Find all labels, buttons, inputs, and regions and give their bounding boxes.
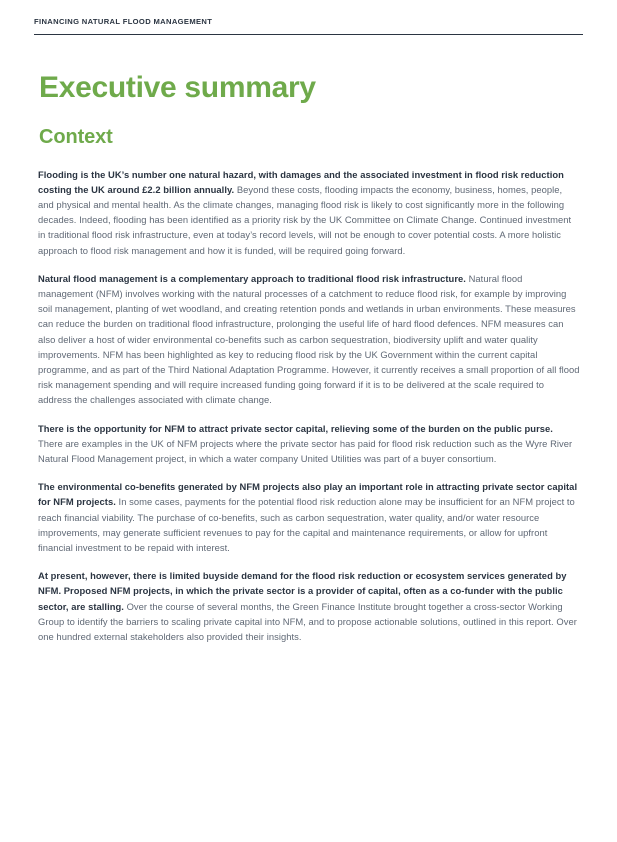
- section-heading-context: Context: [39, 125, 113, 148]
- running-header-title: FINANCING NATURAL FLOOD MANAGEMENT: [34, 17, 213, 26]
- paragraph-lead: Flooding is the UK’s number one natural hazard, with damages and the associated investment in flood risk reduction costing the UK around £2.2 billion annually.: [38, 168, 564, 195]
- paragraph-body: Beyond these costs, flooding impacts the economy, business, homes, people, and physical and mental health. As the climate changes, managing flood risk is likely to cost significantly more in the following decades. Indeed, flooding has been identified as a priority risk by the UK Committee on Climate Change. Continued investment in traditional flood risk infrastructure, even at today’s record levels, will not be enough to cover potential costs. A more holistic approach to flood risk management and how it is funded, will be required going forward.: [38, 183, 572, 256]
- paragraph-body: Over the course of several months, the Green Finance Institute brought together a cross-sector Working Group to identify the barriers to scaling private capital into NFM, and to propose actionable solutions, outlined in this report. Over one hundred external stakeholders also provided their insights.: [38, 600, 577, 642]
- page-title: Executive summary: [39, 71, 316, 104]
- paragraph-body: There are examples in the UK of NFM projects where the private sector has paid for flood risk reduction such as the Wyre River Natural Flood Management project, in which a water company United Utilities was part of a buyer consortium.: [38, 437, 573, 464]
- document-content: [38, 72, 580, 644]
- paragraph: [38, 479, 580, 555]
- paragraph: [38, 421, 580, 467]
- paragraph-lead: The environmental co-benefits generated by NFM projects also play an important role in attracting private sector capital for NFM projects.: [38, 481, 578, 508]
- paragraph: [38, 167, 580, 258]
- paragraph-body: In some cases, payments for the potential flood risk reduction alone may be insufficient for an NFM project to reach financial viability. The purchase of co-benefits, such as carbon sequestration, water quality, and/or water resource improvements, may generate sufficient revenues to pay for the capital and maintenance requirements, or allow for upfront financial investment to be repaid with interest.: [38, 496, 575, 553]
- paragraph: [38, 271, 580, 408]
- paragraph-body: Natural flood management (NFM) involves working with the natural processes of a catchment to reduce flood risk, for example by improving soil management, planting of wet woodland, and creating retention ponds and wetlands in urban environments. These measures can reduce the burden on traditional flood infrastructure, prolonging the useful life of hard flood defences. NFM measures can also deliver a host of wider environmental co-benefits such as carbon sequestration, biodiversity uplift and water quality improvements. NFM has been highlighted as key to reducing flood risk by the UK Government within the current capital programme, and as part of the Third National Adaptation Programme. However, it currently receives a small proportion of all flood risk management spending and will require increased funding going forward if it is to be delivered at the scale required to address the challenges associated with climate change.: [38, 272, 580, 406]
- paragraph-lead: Natural flood management is a complementary approach to traditional flood risk infrastructure.: [38, 272, 466, 284]
- header-divider-rule: [34, 34, 583, 35]
- paragraph: [38, 568, 580, 644]
- running-header: [34, 18, 583, 26]
- paragraph-lead: There is the opportunity for NFM to attract private sector capital, relieving some of the burden on the public purse.: [38, 422, 553, 434]
- paragraph-list: [38, 167, 580, 645]
- paragraph-lead: At present, however, there is limited buyside demand for the flood risk reduction or ecosystem services generated by NFM. Proposed NFM projects, in which the private sector is a provider of capital, often as a co-funder with the public sector, are stalling.: [38, 570, 567, 612]
